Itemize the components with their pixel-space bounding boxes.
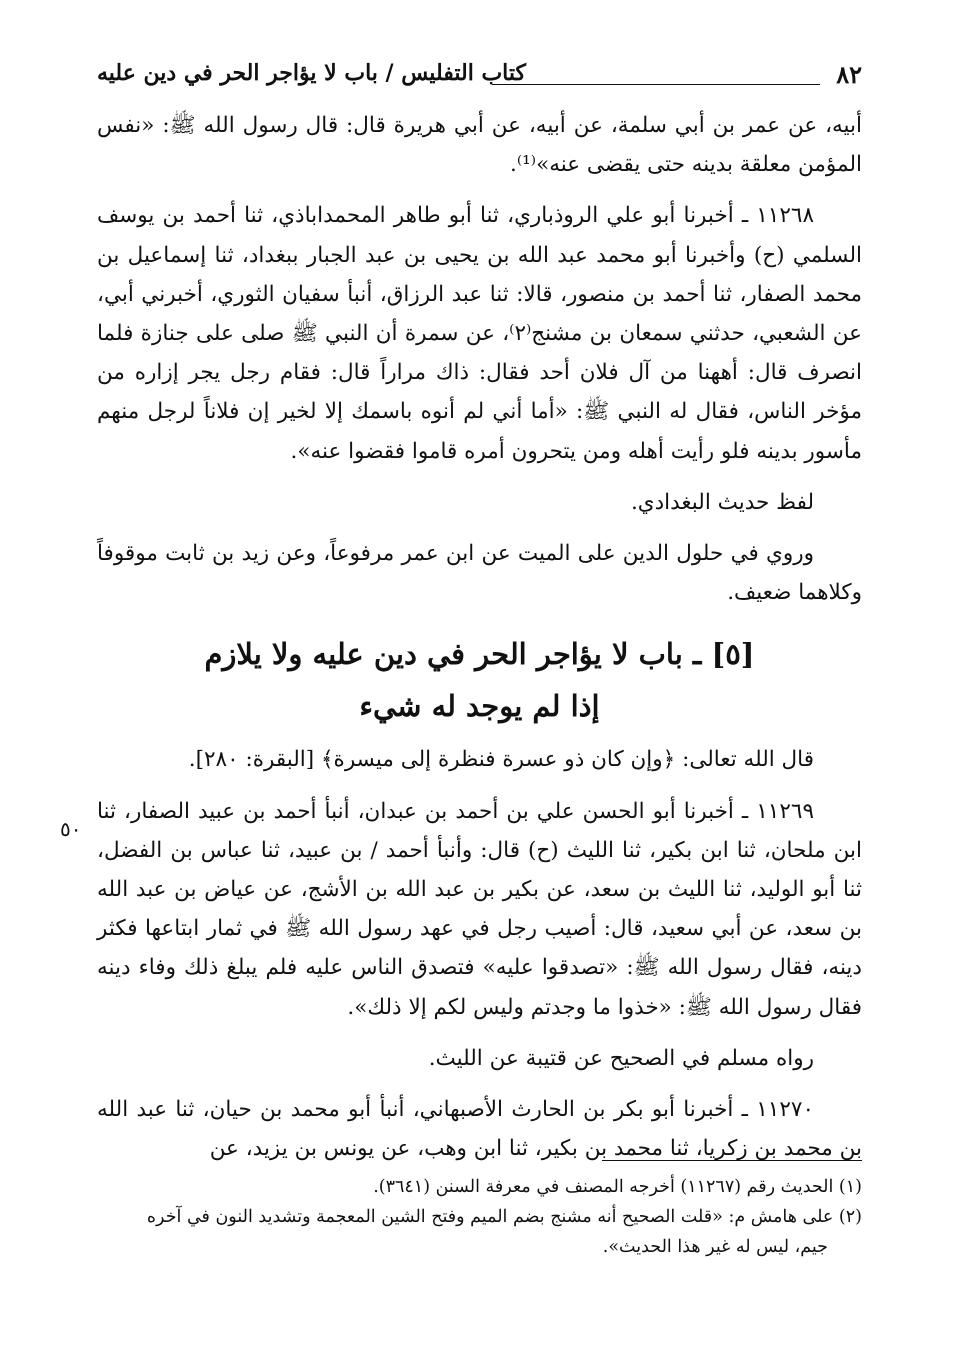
header-rule [492, 84, 820, 85]
footnote-separator [602, 1160, 862, 1161]
footnote-2-continuation: جيم، ليس له غير هذا الحديث». [602, 1237, 828, 1257]
paragraph-continuation: أبيه، عن عمر بن أبي سلمة، عن أبيه، عن أبي هريرة قال: قال رسول الله ﷺ: «نفس المؤمن معلقة بدينه حتى يقضى عنه»⁽¹⁾. [97, 113, 862, 178]
hadith-11268: ١١٢٦٨ ـ أخبرنا أبو علي الروذباري، ثنا أبو طاهر المحمداباذي، ثنا أحمد بن يوسف السلمي (ح) وأخبرنا أبو محمد عبد الله بن يحيى بن عبد الجبار ببغداد، ثنا إسماعيل بن محمد الصفار، ثنا أحمد بن منصور، قالا: ثنا عبد الرزاق، أنبأ سفيان الثوري، أخبرني أبي، عن الشعبي، حدثني سمعان بن مشنج⁽٢⁾، عن سمرة أن النبي ﷺ صلى على جنازة فلما انصرف قال: أههنا من آل فلان أحد فقال: ذاك مراراً قال: فقام رجل يجر إزاره من مؤخر الناس، فقال له النبي ﷺ: «أما أني لم أنوه باسمك إلا لخير إن فلاناً لرجل منهم مأسور بدينه فلو رأيت أهله ومن يتحرون أمره قاموا فقضوا عنه». [97, 203, 862, 464]
comment-muslim: رواه مسلم في الصحيح عن قتيبة عن الليث. [428, 1045, 814, 1071]
chapter-heading-line-2: إذا لم يوجد له شيء [359, 689, 600, 724]
footnote-1: (١) الحديث رقم (١١٢٦٧) أخرجه المصنف في معرفة السنن (٣٦٤١). [373, 1177, 862, 1197]
comment-rowiya: وروي في حلول الدين على الميت عن ابن عمر مرفوعاً، وعن زيد بن ثابت موقوفاً وكلاهما ضعيف. [97, 541, 862, 606]
page-header [97, 58, 862, 98]
margin-page-marker: ٥٠ [60, 817, 82, 841]
running-title: كتاب التفليس / باب لا يؤاجر الحر في دين عليه [97, 60, 526, 86]
footnote-2: (٢) على هامش م: «قلت الصحيح أنه مشنج بضم الميم وفتح الشين المعجمة وتشديد النون في آخره [146, 1207, 862, 1227]
quran-verse: قال الله تعالى: ﴿وإن كان ذو عسرة فنظرة إلى ميسرة﴾ [البقرة: ٢٨٠]. [188, 747, 814, 773]
hadith-11270: ١١٢٧٠ ـ أخبرنا أبو بكر بن الحارث الأصبهاني، أنبأ أبو محمد بن حيان، ثنا عبد الله بن محمد بن زكريا، ثنا محمد بن بكير، ثنا ابن وهب، عن يونس بن يزيد، عن [97, 1097, 862, 1162]
page-body [97, 106, 862, 1168]
page-number: ٨٢ [836, 60, 862, 89]
hadith-11269: ١١٢٦٩ ـ أخبرنا أبو الحسن علي بن أحمد بن عبدان، أنبأ أحمد بن عبيد الصفار، ثنا ابن ملحان، ثنا ابن بكير، ثنا الليث (ح) قال: وأنبأ أحمد / بن عبيد، ثنا عباس بن الفضل، ثنا أبو الوليد، ثنا الليث بن سعد، عن بكير بن عبد الله بن الأشج، عن عياض بن عبد الله بن سعد، عن أبي سعيد، قال: أصيب رجل في عهد رسول الله ﷺ في ثمار ابتاعها فكثر دينه، فقال رسول الله ﷺ: «تصدقوا عليه» فتصدق الناس عليه فلم يبلغ ذلك وفاء دينه فقال رسول الله ﷺ: «خذوا ما وجدتم وليس لكم إلا ذلك». [97, 798, 862, 1020]
chapter-heading-line-1: [٥] ـ باب لا يؤاجر الحر في دين عليه ولا يلازم [204, 637, 755, 672]
chapter-heading [97, 628, 862, 732]
comment-lafz: لفظ حديث البغدادي. [630, 489, 814, 515]
footnotes [97, 1172, 862, 1262]
